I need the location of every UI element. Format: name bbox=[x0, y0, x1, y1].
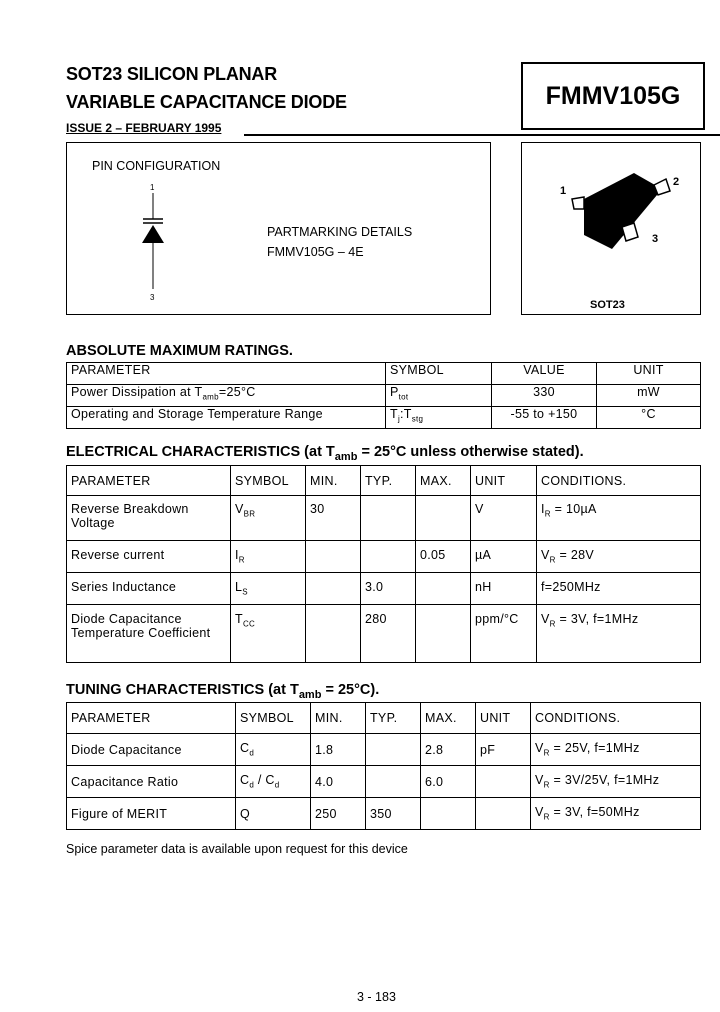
min-cell bbox=[306, 573, 361, 605]
conditions-cell: $V_R = 3V$, f=50MHz bbox=[531, 798, 701, 830]
param-cell: Capacitance Ratio bbox=[67, 766, 236, 798]
header-cell: MIN. bbox=[306, 466, 361, 496]
part-number: FMMV105G bbox=[545, 81, 681, 110]
spice-note: Spice parameter data is available upon request for this device bbox=[66, 842, 408, 856]
symbol-cell: $I_R$ bbox=[231, 541, 306, 573]
table-row bbox=[67, 541, 701, 573]
header-cell: PARAMETER bbox=[67, 363, 386, 385]
typ-cell bbox=[366, 734, 421, 766]
package-pin-3: 3 bbox=[652, 233, 659, 245]
electrical-title: ELECTRICAL CHARACTERISTICS (at $T_{amb} = 25^\circ C$ unless otherwise stated). bbox=[66, 444, 584, 463]
conditions-cell: $V_R = 3V/25V$, f=1MHz bbox=[531, 766, 701, 798]
typ-cell bbox=[361, 541, 416, 573]
header-cell: SYMBOL bbox=[386, 363, 492, 385]
table-row bbox=[67, 605, 701, 663]
symbol-cell: $T_{CC}$ bbox=[231, 605, 306, 663]
tuning-table bbox=[66, 702, 701, 830]
value-cell: -55 to +150 bbox=[492, 407, 597, 429]
max-cell bbox=[416, 573, 471, 605]
typ-cell: 280 bbox=[361, 605, 416, 663]
header-cell: MAX. bbox=[421, 703, 476, 734]
unit-cell bbox=[476, 798, 531, 830]
conditions-cell: $V_R = 28V$ bbox=[537, 541, 701, 573]
max-cell bbox=[416, 496, 471, 541]
abs-max-table bbox=[66, 362, 701, 429]
symbol-cell: $P_{tot}$ bbox=[386, 385, 492, 407]
header-cell: MIN. bbox=[311, 703, 366, 734]
header-cell: UNIT bbox=[471, 466, 537, 496]
header-rule bbox=[244, 134, 720, 136]
param-cell: Diode Capacitance Temperature Coefficient bbox=[67, 605, 231, 663]
header-cell: UNIT bbox=[597, 363, 701, 385]
typ-cell bbox=[366, 766, 421, 798]
param-cell: Reverse current bbox=[67, 541, 231, 573]
table-row bbox=[67, 385, 701, 407]
symbol-cell: Q bbox=[236, 798, 311, 830]
typ-cell: 350 bbox=[366, 798, 421, 830]
min-cell: 30 bbox=[306, 496, 361, 541]
min-cell: 4.0 bbox=[311, 766, 366, 798]
unit-cell: mW bbox=[597, 385, 701, 407]
min-cell bbox=[306, 541, 361, 573]
max-cell: 2.8 bbox=[421, 734, 476, 766]
header-cell: CONDITIONS. bbox=[537, 466, 701, 496]
table-row bbox=[67, 798, 701, 830]
min-cell: 1.8 bbox=[311, 734, 366, 766]
diode-symbol-icon bbox=[137, 193, 169, 293]
unit-cell: V bbox=[471, 496, 537, 541]
pin-config-box bbox=[66, 142, 491, 315]
table-row bbox=[67, 573, 701, 605]
package-pin-2: 2 bbox=[673, 176, 680, 188]
max-cell: 6.0 bbox=[421, 766, 476, 798]
issue-date: ISSUE 2 – FEBRUARY 1995 bbox=[66, 121, 222, 135]
unit-cell: nH bbox=[471, 573, 537, 605]
header-cell: MAX. bbox=[416, 466, 471, 496]
conditions-cell: $I_R = 10\mu A$ bbox=[537, 496, 701, 541]
conditions-cell: $V_R = 25V$, f=1MHz bbox=[531, 734, 701, 766]
conditions-cell: $V_R = 3V$, f=1MHz bbox=[537, 605, 701, 663]
table-header-row bbox=[67, 703, 701, 734]
header-cell: SYMBOL bbox=[231, 466, 306, 496]
param-cell: Diode Capacitance bbox=[67, 734, 236, 766]
title-line-1: SOT23 SILICON PLANAR bbox=[66, 64, 278, 84]
unit-cell: ppm/°C bbox=[471, 605, 537, 663]
pin-label-top: 1 bbox=[150, 183, 155, 192]
unit-cell: pF bbox=[476, 734, 531, 766]
typ-cell: 3.0 bbox=[361, 573, 416, 605]
symbol-cell: $C_d / C_d$ bbox=[236, 766, 311, 798]
package-pin-1: 1 bbox=[560, 185, 567, 197]
electrical-table bbox=[66, 465, 701, 663]
header-cell: TYP. bbox=[361, 466, 416, 496]
abs-max-title: ABSOLUTE MAXIMUM RATINGS. bbox=[66, 343, 293, 359]
title-line-2: VARIABLE CAPACITANCE DIODE bbox=[66, 92, 347, 112]
table-row bbox=[67, 734, 701, 766]
header-cell: PARAMETER bbox=[67, 466, 231, 496]
param-cell: Operating and Storage Temperature Range bbox=[67, 407, 386, 429]
header-cell: SYMBOL bbox=[236, 703, 311, 734]
min-cell bbox=[306, 605, 361, 663]
symbol-cell: $V_{BR}$ bbox=[231, 496, 306, 541]
symbol-cell: $T_j:T_{stg}$ bbox=[386, 407, 492, 429]
partmarking-title: PARTMARKING DETAILS bbox=[267, 225, 413, 239]
header-cell: VALUE bbox=[492, 363, 597, 385]
param-cell: Power Dissipation at $T_{amb}=25^\circ C$ bbox=[67, 385, 386, 407]
part-number-box bbox=[521, 62, 705, 130]
unit-cell: °C bbox=[597, 407, 701, 429]
sot23-package-icon bbox=[562, 157, 680, 257]
table-header-row bbox=[67, 363, 701, 385]
unit-cell bbox=[476, 766, 531, 798]
min-cell: 250 bbox=[311, 798, 366, 830]
partmarking-value: FMMV105G – 4E bbox=[267, 245, 364, 259]
header-cell: CONDITIONS. bbox=[531, 703, 701, 734]
value-cell: 330 bbox=[492, 385, 597, 407]
typ-cell bbox=[361, 496, 416, 541]
header-cell: PARAMETER bbox=[67, 703, 236, 734]
unit-cell: µA bbox=[471, 541, 537, 573]
header-cell: TYP. bbox=[366, 703, 421, 734]
pin-config-title: PIN CONFIGURATION bbox=[92, 159, 221, 173]
table-row bbox=[67, 766, 701, 798]
conditions-cell: f=250MHz bbox=[537, 573, 701, 605]
max-cell bbox=[421, 798, 476, 830]
page-number: 3 - 183 bbox=[357, 990, 396, 1004]
package-name: SOT23 bbox=[590, 299, 625, 311]
param-cell: Reverse Breakdown Voltage bbox=[67, 496, 231, 541]
param-cell: Series Inductance bbox=[67, 573, 231, 605]
header-cell: UNIT bbox=[476, 703, 531, 734]
symbol-cell: $C_d$ bbox=[236, 734, 311, 766]
symbol-cell: $L_S$ bbox=[231, 573, 306, 605]
max-cell: 0.05 bbox=[416, 541, 471, 573]
param-cell: Figure of MERIT bbox=[67, 798, 236, 830]
package-box bbox=[521, 142, 701, 315]
table-row bbox=[67, 496, 701, 541]
max-cell bbox=[416, 605, 471, 663]
table-row bbox=[67, 407, 701, 429]
pin-label-bottom: 3 bbox=[150, 293, 155, 302]
tuning-title: TUNING CHARACTERISTICS (at $T_{amb} = 25^\circ C$). bbox=[66, 682, 380, 701]
table-header-row bbox=[67, 466, 701, 496]
